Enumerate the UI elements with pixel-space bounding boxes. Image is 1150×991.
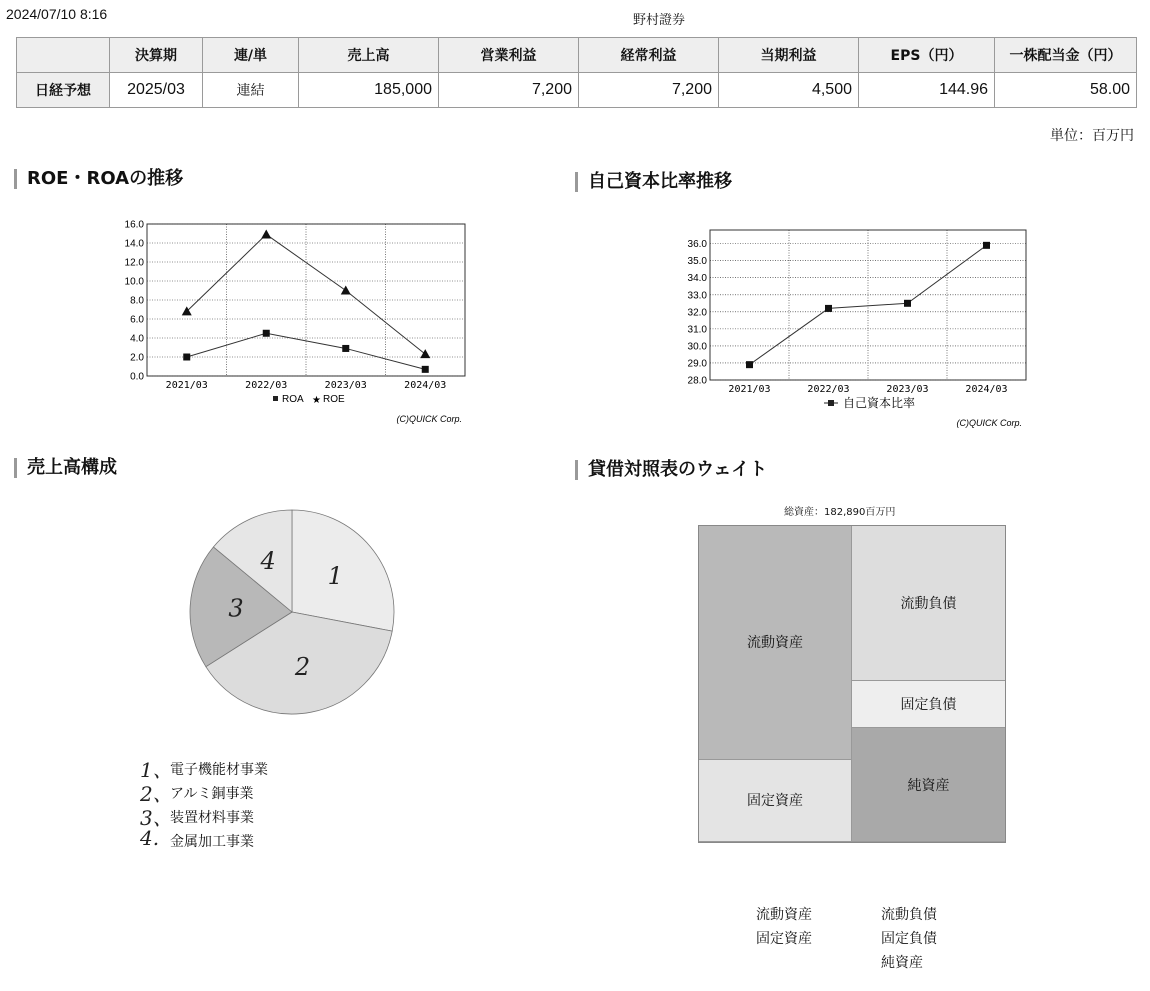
y-tick-label: 12.0 [124,257,144,269]
table-header [17,38,110,73]
legend-item: 純資産 [881,955,923,971]
dividend-cell: 58.00 [995,73,1137,108]
table-header-row [17,38,1137,73]
table-header: EPS（円） [859,38,995,73]
roe-roa-chart [110,212,480,432]
y-tick-label: 10.0 [124,276,144,288]
data-point-ROA [342,345,349,352]
x-tick-label: 2024/03 [404,380,447,391]
pie-legend [140,758,400,854]
legend-name: アルミ銅事業 [170,786,254,802]
liability-block: 純資産 [852,728,1005,842]
section-title-roe-roa: ROE・ROAの推移 [14,169,183,189]
pie-slice-label: 4 [260,547,276,576]
legend-name: 金属加工事業 [170,834,254,850]
consolidation-cell: 連結 [203,73,299,108]
legend-name: 装置材料事業 [170,810,254,826]
sales-pie-chart [180,500,405,725]
y-tick-label: 32.0 [687,307,707,319]
legend-label-equity-ratio: 自己資本比率 [843,396,916,410]
chart-legend [273,394,345,406]
forecast-table [16,37,1137,108]
legend-number: 2、 [140,782,173,806]
print-date: 2024/07/10 8:16 [6,6,108,22]
legend-label-roa: ROA [282,394,304,405]
legend-item: 流動資産 [756,907,812,923]
y-tick-label: 36.0 [687,239,707,251]
x-tick-label: 2021/03 [728,384,771,395]
ordinary-profit-cell: 7,200 [579,73,719,108]
legend-item: 流動負債 [881,907,937,923]
total-assets: 総資産：182,890百万円 [784,507,896,518]
x-tick-label: 2023/03 [886,384,929,395]
x-tick-label: 2023/03 [324,380,367,391]
x-tick-label: 2024/03 [965,384,1008,395]
table-header: 売上高 [299,38,439,73]
balance-sheet-chart [698,525,1006,843]
roe-legend-marker: ★ [312,395,321,406]
legend-item: 固定資産 [756,931,812,947]
y-tick-label: 33.0 [687,290,707,302]
legend-name: 電子機能材事業 [170,762,268,778]
pie-slice-label: 3 [228,594,244,623]
chart-legend [824,395,915,410]
section-title-sales-composition: 売上高構成 [14,458,117,478]
list-item [140,758,400,782]
chart-credit: (C)QUICK Corp. [396,414,462,424]
legend-label-roe: ROE [323,394,345,405]
data-point-自己資本比率 [904,300,911,307]
sales-cell: 185,000 [299,73,439,108]
list-item [140,782,400,806]
data-point-自己資本比率 [746,361,753,368]
x-tick-label: 2021/03 [165,380,208,391]
y-tick-label: 6.0 [130,314,144,326]
table-header: 決算期 [110,38,203,73]
y-tick-label: 30.0 [687,341,707,353]
pie-slice-label: 2 [294,653,311,682]
data-point-ROA [422,366,429,373]
list-item [140,806,400,830]
y-tick-label: 8.0 [130,295,144,307]
row-label: 日経予想 [17,73,110,108]
period-cell: 2025/03 [110,73,203,108]
y-tick-label: 28.0 [687,375,707,387]
section-title-balance-sheet: 貸借対照表のウェイト [575,460,767,480]
legend-item: 固定負債 [881,931,937,947]
x-tick-label: 2022/03 [807,384,850,395]
legend-number: 3、 [140,806,173,830]
data-point-自己資本比率 [983,242,990,249]
broker-name: 野村證券 [633,13,686,28]
net-profit-cell: 4,500 [719,73,859,108]
asset-block: 流動資産 [699,526,852,760]
table-row [17,73,1137,108]
list-item [140,826,400,854]
data-point-ROA [183,354,190,361]
legend-number: 1、 [140,758,173,782]
asset-block: 固定資産 [699,760,852,842]
data-point-ROA [263,330,270,337]
chart-credit: (C)QUICK Corp. [956,418,1022,428]
unit-note: 単位：百万円 [1050,128,1134,144]
liability-block: 流動負債 [852,526,1005,681]
y-tick-label: 4.0 [130,333,144,345]
balance-sheet-legend-assets [756,903,812,951]
y-tick-label: 29.0 [687,358,707,370]
y-tick-label: 2.0 [130,352,144,364]
equity-ratio-chart [672,218,1032,433]
table-header: 当期利益 [719,38,859,73]
eps-cell: 144.96 [859,73,995,108]
table-header: 営業利益 [439,38,579,73]
liability-block: 固定負債 [852,681,1005,728]
data-point-自己資本比率 [825,305,832,312]
table-header: 連/単 [203,38,299,73]
y-tick-label: 16.0 [124,219,144,231]
operating-profit-cell: 7,200 [439,73,579,108]
pie-slice-1 [292,510,394,631]
table-header: 一株配当金（円） [995,38,1137,73]
y-tick-label: 14.0 [124,238,144,250]
pie-slice-label: 1 [327,562,343,591]
legend-number: 4. [140,826,160,850]
section-title-equity-ratio: 自己資本比率推移 [575,172,732,192]
roa-legend-marker [273,396,278,401]
y-tick-label: 35.0 [687,256,707,268]
y-tick-label: 34.0 [687,273,707,285]
equity-legend-marker [828,400,834,406]
table-header: 経常利益 [579,38,719,73]
y-tick-label: 31.0 [687,324,707,336]
balance-sheet-legend-liabilities [881,903,937,975]
x-tick-label: 2022/03 [245,380,288,391]
y-tick-label: 0.0 [130,371,144,383]
